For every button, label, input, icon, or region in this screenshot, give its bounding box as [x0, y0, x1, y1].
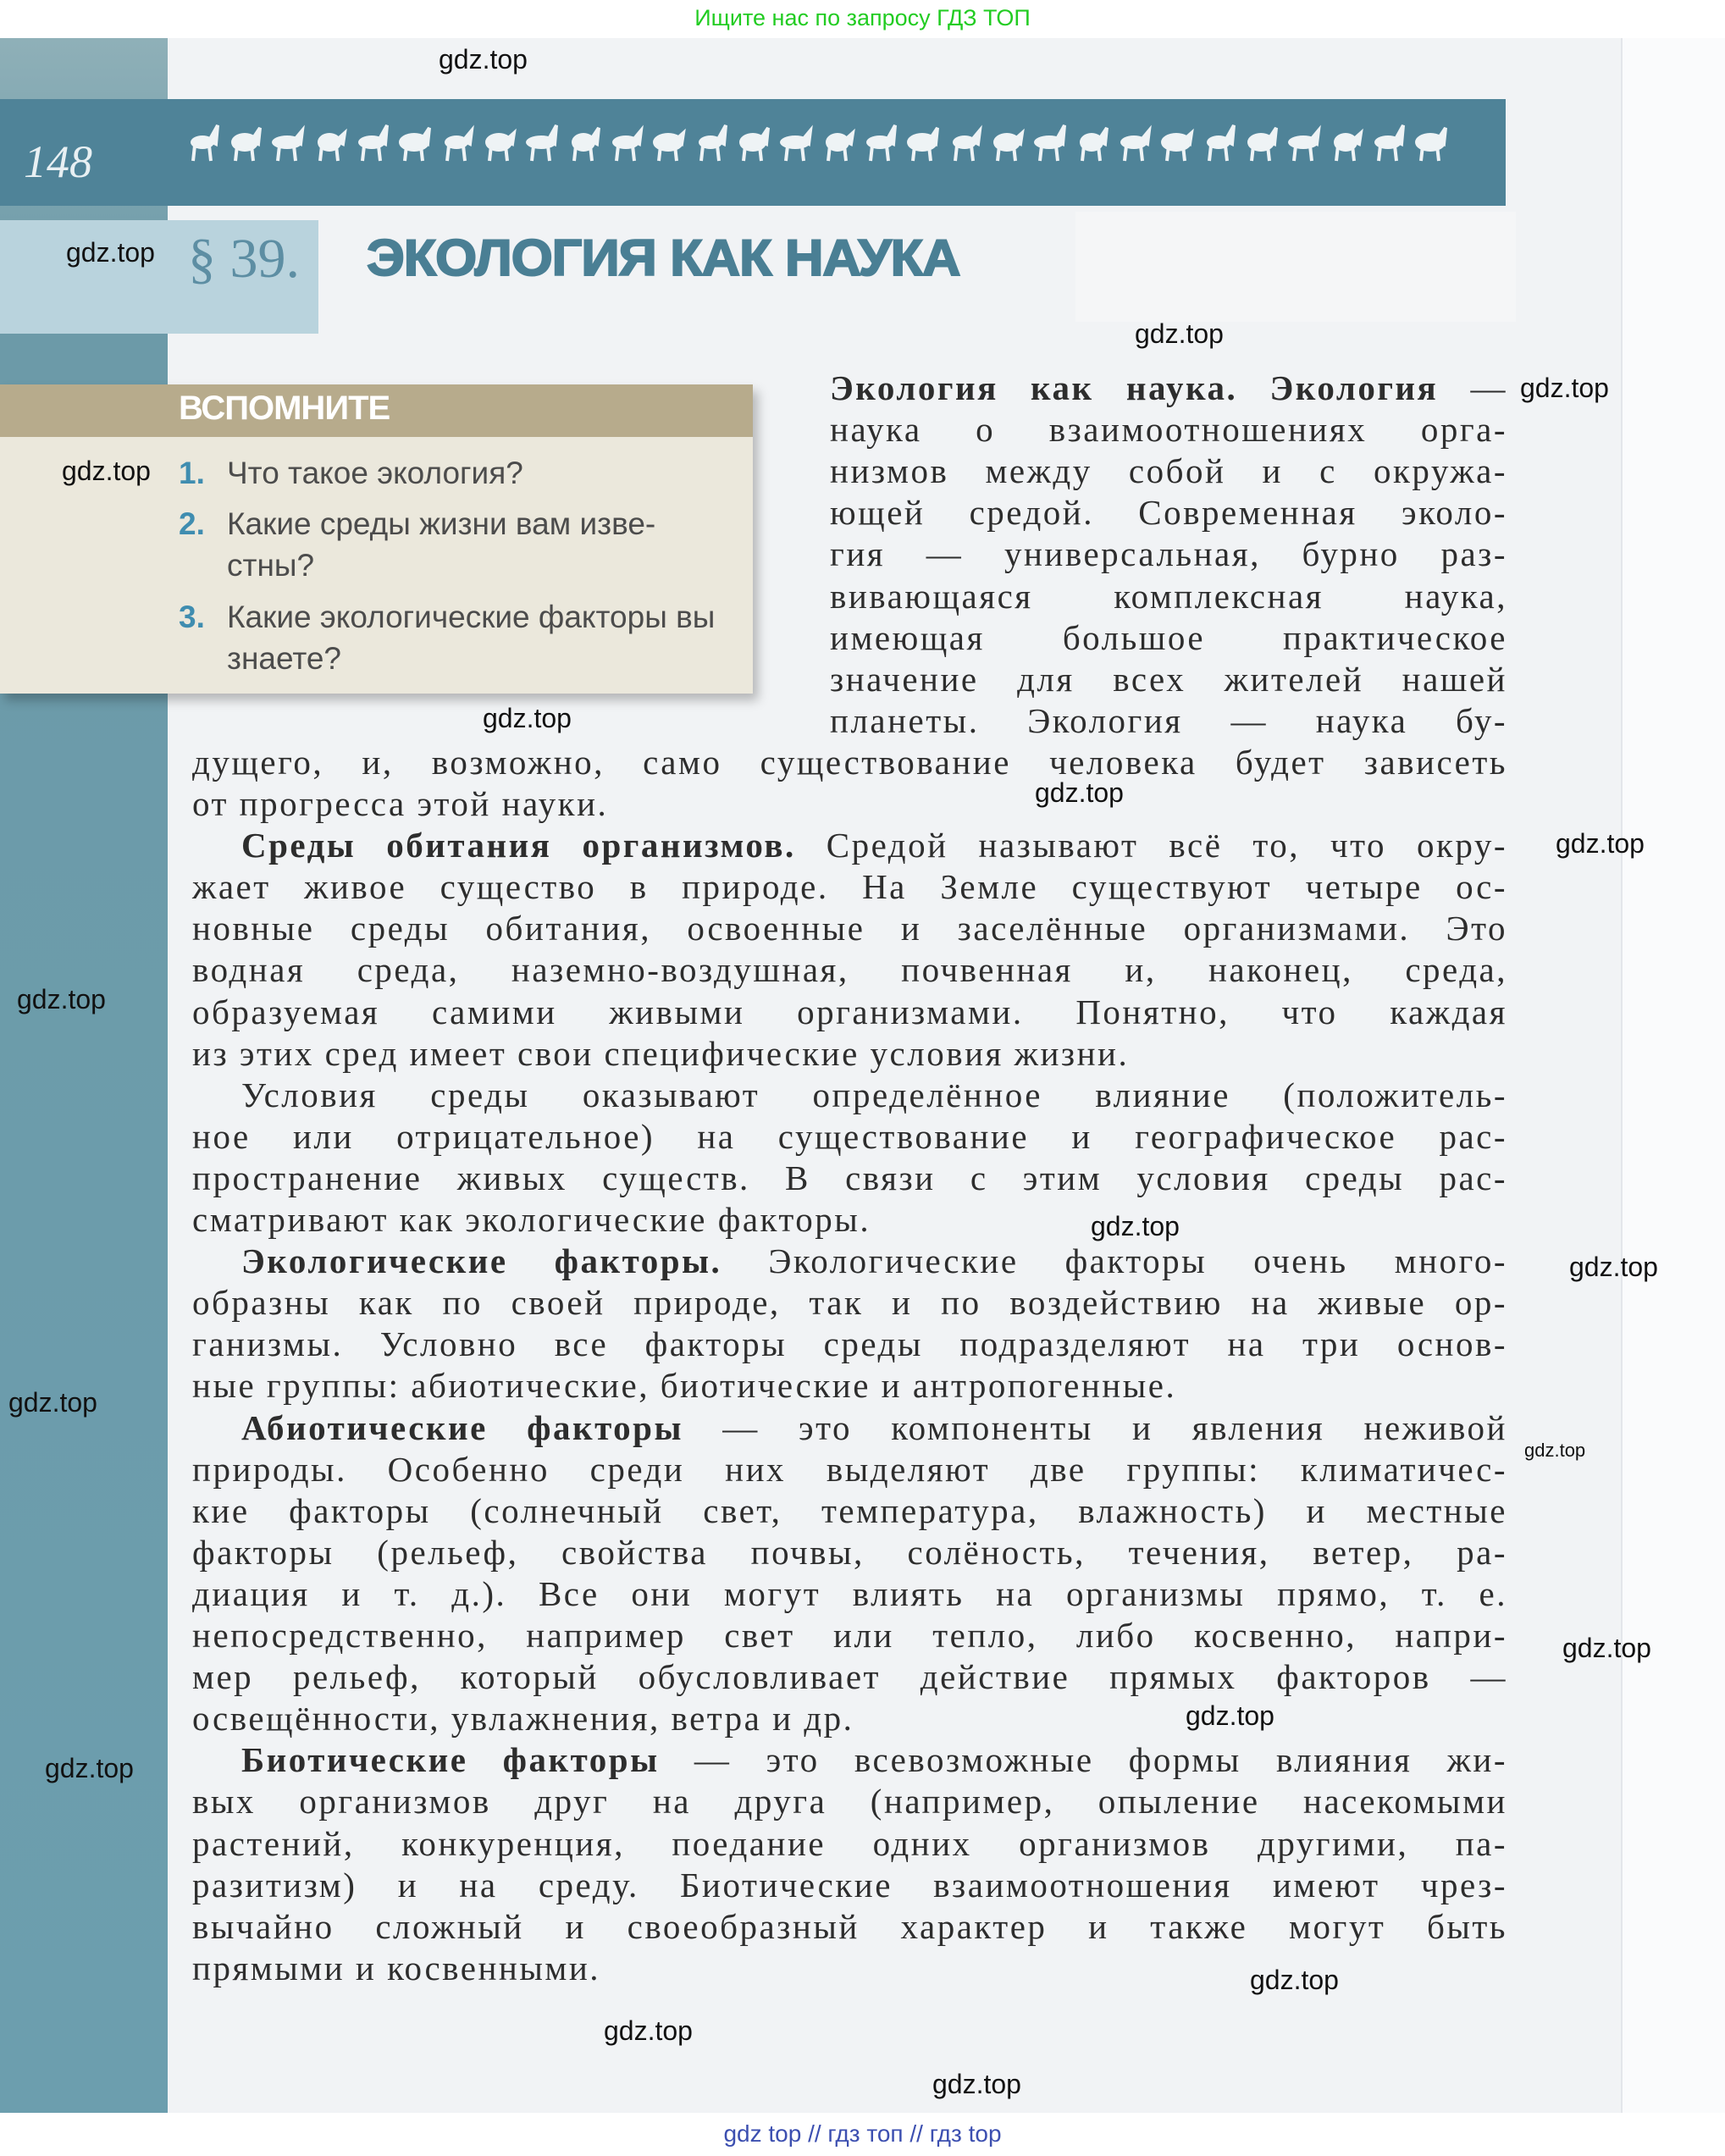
watermark: gdz.top: [604, 2015, 693, 2046]
watermark: gdz.top: [8, 1387, 97, 1418]
animal-icon: [1080, 128, 1107, 161]
animal-icon: [191, 125, 218, 161]
text-line: [241, 1407, 1507, 1449]
animal-icon: [1334, 133, 1361, 161]
animal-icon: [399, 128, 429, 161]
top-banner: [0, 0, 1725, 38]
line-text: природы. Особенно среди них выделяют две группы: климатичес-: [192, 1449, 1507, 1489]
line-text: непосредственно, например свет или тепло, либо косвенно, напри-: [192, 1616, 1507, 1655]
watermark: gdz.top: [1524, 1440, 1586, 1461]
watermark: gdz.top: [66, 237, 155, 268]
line-text: образуемая самими живыми организмами. Понятно, что каждая: [192, 992, 1507, 1031]
footer-text: gdz top // гдз топ // гдз top: [723, 2120, 1002, 2147]
paragraph-lead: Экологические факторы.: [241, 1241, 722, 1281]
text-line: [830, 451, 1507, 492]
paragraph-lead: Среды обитания организмов.: [241, 826, 796, 865]
line-text: водная среда, наземно-воздушная, почвенная и, наконец, среда,: [192, 950, 1507, 990]
line-text: сматривают как экологические факторы.: [192, 1200, 871, 1239]
text-line: [830, 617, 1507, 659]
text-line: [192, 783, 1507, 825]
text-line: [192, 1199, 1507, 1241]
paragraph-lead: Биотические факторы: [241, 1740, 660, 1780]
line-text: диация и т. д.). Все они могут влиять на организмы прямо, т. е.: [192, 1573, 1507, 1613]
watermark: gdz.top: [45, 1753, 134, 1783]
line-text: из этих сред имеет свои специфические условия жизни.: [192, 1033, 1130, 1073]
line-text: вычайно сложный и своеобразный характер и также могут быть: [192, 1906, 1507, 1946]
question-number: 1.: [179, 456, 205, 490]
watermark: gdz.top: [1562, 1633, 1651, 1663]
watermark: gdz.top: [1135, 318, 1224, 349]
line-text: образны как по своей природе, так и по воздействию на живые ор-: [192, 1283, 1507, 1323]
text-line: [192, 1698, 1507, 1739]
text-line: [830, 659, 1507, 700]
line-text: значение для всех жителей нашей: [830, 659, 1507, 699]
line-text: кие факторы (солнечный свет, температура, влажность) и местные: [192, 1490, 1507, 1530]
line-text: прямыми и косвенными.: [192, 1948, 601, 1987]
animal-icon: [318, 133, 345, 161]
paragraph-lead: Экология как наука. Экология: [830, 368, 1439, 407]
text-line: [192, 1324, 1507, 1365]
line-text: — это всевозможные формы влияния жи-: [659, 1740, 1507, 1780]
line-text: имеющая большое практическое: [830, 617, 1507, 657]
line-text: жает живое существо в природе. На Земле существуют четыре ос-: [192, 867, 1507, 907]
watermark: gdz.top: [1091, 1211, 1180, 1241]
line-text: ганизмы. Условно все факторы среды подразделяют на три основ-: [192, 1324, 1507, 1364]
animal-icon: [1207, 125, 1234, 161]
animal-icon: [1415, 128, 1446, 161]
section-number: § 39.: [188, 228, 300, 290]
watermark: gdz.top: [1250, 1965, 1339, 1995]
watermark: gdz.top: [1569, 1252, 1658, 1282]
line-text: освещённости, увлажнения, ветра и др.: [192, 1699, 854, 1739]
page-number: 148: [24, 136, 92, 187]
line-text: пространение живых существ. В связи с этим условия среды рас-: [192, 1158, 1507, 1197]
text-line: [192, 1906, 1507, 1948]
text-line: [830, 700, 1507, 742]
text-line: [830, 576, 1507, 617]
watermark: gdz.top: [17, 984, 106, 1014]
show-through-text: [1075, 212, 1516, 322]
text-line: [192, 1365, 1507, 1407]
watermark: gdz.top: [62, 456, 151, 486]
line-text: от прогресса этой науки.: [192, 784, 609, 823]
text-line: [830, 368, 1507, 409]
text-line: [192, 1865, 1507, 1906]
line-text: вых организмов друг на друга (например, опыление насекомыми: [192, 1782, 1507, 1822]
animal-icon: [1161, 133, 1191, 161]
animal-icon: [866, 125, 895, 161]
watermark: gdz.top: [439, 44, 528, 75]
text-line: [192, 1033, 1507, 1075]
text-line: [192, 1823, 1507, 1865]
animal-icon: [485, 133, 514, 161]
text-line: [830, 533, 1507, 575]
question-item: [179, 503, 738, 586]
paragraph-lead: Абиотические факторы: [241, 1407, 683, 1447]
watermark: gdz.top: [1520, 373, 1609, 403]
animal-icon: [953, 130, 980, 161]
line-text: разитизм) и на среду. Биотические взаимоотношения имеют чрез-: [192, 1865, 1507, 1904]
line-text: Средой называют всё то, что окру-: [795, 826, 1507, 865]
line-text: мер рельеф, который обусловливает действие прямых факторов —: [192, 1657, 1507, 1697]
line-text: —: [1438, 368, 1508, 407]
text-line: [241, 1075, 1507, 1116]
line-text: Экологические факторы очень много-: [722, 1241, 1507, 1281]
text-line: [192, 1116, 1507, 1158]
question-number: 3.: [179, 600, 205, 634]
watermark: gdz.top: [1556, 828, 1645, 859]
animal-icon: [826, 133, 853, 161]
line-text: растений, конкуренция, поедание одних организмов другими, па-: [192, 1823, 1507, 1863]
animal-icon: [739, 128, 768, 161]
section-title: ЭКОЛОГИЯ КАК НАУКА: [367, 229, 960, 286]
line-text: — это компоненты и явления неживой: [683, 1407, 1507, 1447]
animal-icon: [1247, 128, 1276, 161]
line-text: Условия среды оказывают определённое влияние (положитель-: [241, 1075, 1507, 1114]
animal-icon: [907, 128, 937, 161]
text-line: [192, 1781, 1507, 1822]
text-line: [192, 1656, 1507, 1698]
text-line: [192, 949, 1507, 991]
animal-icon: [272, 130, 302, 161]
footer: [0, 2115, 1725, 2156]
text-line: [192, 1449, 1507, 1490]
remember-header: [0, 384, 753, 437]
text-line: [192, 1615, 1507, 1656]
animal-icon: [358, 125, 387, 161]
question-text: Что такое экология?: [227, 456, 523, 490]
animal-silhouettes-icon: [178, 110, 1465, 178]
line-text: новные среды обитания, освоенные и заселённые организмами. Это: [192, 909, 1507, 948]
text-line: [192, 1282, 1507, 1324]
animal-icon: [572, 128, 599, 161]
animal-icon: [612, 130, 641, 161]
line-text: ные группы: абиотические, биотические и антропогенные.: [192, 1366, 1177, 1406]
animal-icon: [699, 125, 726, 161]
watermark: gdz.top: [932, 2069, 1021, 2099]
remember-title: ВСПОМНИТЕ: [179, 390, 390, 427]
watermark: gdz.top: [1186, 1700, 1274, 1731]
animal-icon: [780, 130, 810, 161]
animal-icon: [445, 130, 472, 161]
line-text: гия — универсальная, бурно раз-: [830, 534, 1507, 574]
text-line: [192, 742, 1507, 783]
watermark: gdz.top: [483, 703, 572, 733]
text-line: [830, 492, 1507, 533]
text-line: [192, 908, 1507, 949]
line-text: ное или отрицательное) на существование и географическое рас-: [192, 1116, 1507, 1156]
question-number: 2.: [179, 506, 205, 541]
animal-icon: [1288, 130, 1319, 161]
question-item: [179, 452, 738, 494]
page-edge: [1621, 38, 1725, 2113]
text-line: [241, 1241, 1507, 1282]
left-margin-strip: [0, 38, 168, 2113]
line-text: ющей средой. Современная эколо-: [830, 493, 1507, 533]
animal-icon: [231, 128, 260, 161]
animal-icon: [526, 125, 556, 161]
line-text: дущего, и, возможно, само существование человека будет зависеть: [192, 742, 1507, 782]
question-text: Какие среды жизни вам изве-стны?: [227, 506, 656, 583]
line-text: наука о взаимоотношениях орга-: [830, 410, 1507, 450]
text-line: [192, 992, 1507, 1033]
text-line: [192, 1573, 1507, 1615]
text-line: [192, 1532, 1507, 1573]
line-text: вивающаяся комплексная наука,: [830, 576, 1507, 616]
animal-icon: [653, 133, 683, 161]
text-line: [192, 1490, 1507, 1532]
line-text: низмов между собой и с окружа-: [830, 451, 1507, 491]
text-line: [241, 825, 1507, 866]
animal-icon: [1120, 130, 1149, 161]
remember-box: [0, 384, 753, 694]
watermark: gdz.top: [1035, 777, 1124, 808]
line-text: планеты. Экология — наука бу-: [830, 700, 1507, 740]
animal-icon: [1374, 125, 1403, 161]
text-line: [192, 866, 1507, 908]
animal-icon: [1034, 125, 1064, 161]
animal-icon: [993, 133, 1022, 161]
text-line: [241, 1739, 1507, 1781]
line-text: факторы (рельеф, свойства почвы, солёность, течения, ветер, ра-: [192, 1532, 1507, 1572]
text-line: [192, 1158, 1507, 1199]
question-text: Какие экологические факторы вы знаете?: [227, 600, 716, 676]
question-item: [179, 596, 738, 679]
search-hint: Ищите нас по запросу ГДЗ ТОП: [694, 5, 1031, 30]
text-line: [830, 409, 1507, 451]
